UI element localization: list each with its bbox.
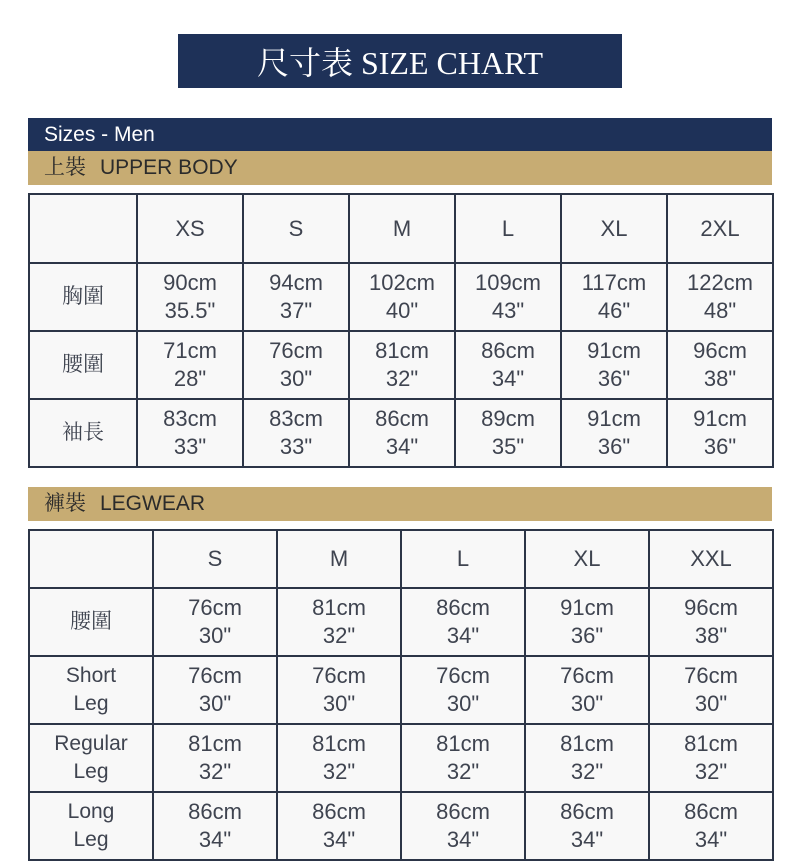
leg-value-cm: 81cm	[560, 731, 614, 756]
upper-measure-cell	[561, 399, 667, 467]
leg-value-cm: 76cm	[436, 663, 490, 688]
upper-value-inch: 40"	[385, 298, 419, 323]
upper-value-inch: 38"	[703, 366, 737, 391]
leg-row-label	[29, 724, 153, 792]
upper-measure-cell	[667, 399, 773, 467]
leg-value-inch: 34"	[694, 827, 728, 852]
upper-value-cm: 96cm	[693, 338, 747, 363]
leg-value-cm: 86cm	[188, 799, 242, 824]
leg-measure-row	[29, 792, 773, 860]
leg-measure-cell	[401, 588, 525, 656]
section-label: Sizes - Men	[44, 123, 155, 146]
leg-value-cm: 86cm	[684, 799, 738, 824]
upper-value-inch: 33"	[279, 434, 313, 459]
leg-value-inch: 32"	[322, 759, 356, 784]
leg-size-m: M	[277, 530, 401, 588]
upper-value-inch: 35"	[491, 434, 525, 459]
leg-measure-cell	[649, 588, 773, 656]
leg-value-cm: 81cm	[684, 731, 738, 756]
leg-row-label-line: Regular	[54, 732, 128, 755]
leg-row-label-line: Long	[67, 800, 115, 823]
leg-value-inch: 30"	[694, 691, 728, 716]
leg-measure-cell	[153, 588, 277, 656]
leg-measure-cell	[153, 656, 277, 724]
upper-measure-cell	[243, 263, 349, 331]
upper-value-cm: 91cm	[587, 338, 641, 363]
upper-size-s: S	[243, 194, 349, 263]
upper-measure-cell	[243, 331, 349, 399]
legwear-table	[28, 529, 774, 861]
leg-size-xxl: XXL	[649, 530, 773, 588]
leg-measure-cell	[525, 656, 649, 724]
upper-value-cm: 91cm	[587, 406, 641, 431]
leg-value-cm: 96cm	[684, 595, 738, 620]
legwear-label-en: LEGWEAR	[100, 492, 206, 515]
leg-measure-cell	[649, 792, 773, 860]
upper-value-cm: 86cm	[375, 406, 429, 431]
leg-row-label-line: Short	[65, 664, 117, 687]
upper-measure-row	[29, 331, 773, 399]
leg-value-cm: 81cm	[188, 731, 242, 756]
leg-measure-cell	[153, 792, 277, 860]
upper-row-label: 腰圍	[29, 331, 137, 399]
upper-value-cm: 109cm	[474, 270, 542, 295]
upper-measure-cell	[667, 331, 773, 399]
leg-value-inch: 34"	[322, 827, 356, 852]
upper-measure-cell	[137, 263, 243, 331]
leg-measure-cell	[277, 588, 401, 656]
leg-value-cm: 76cm	[188, 663, 242, 688]
leg-measure-cell	[401, 792, 525, 860]
leg-measure-cell	[649, 656, 773, 724]
leg-value-cm: 81cm	[436, 731, 490, 756]
upper-value-cm: 102cm	[368, 270, 436, 295]
upper-value-cm: 90cm	[163, 270, 217, 295]
leg-measure-row	[29, 724, 773, 792]
leg-corner-cell	[29, 530, 153, 588]
leg-value-cm: 76cm	[560, 663, 614, 688]
leg-row-label-line: Leg	[73, 760, 109, 783]
leg-measure-cell	[277, 656, 401, 724]
upper-corner-cell	[29, 194, 137, 263]
upper-row-label: 胸圍	[29, 263, 137, 331]
upper-measure-cell	[561, 263, 667, 331]
section-label-bar	[28, 118, 772, 151]
leg-value-inch: 32"	[322, 623, 356, 648]
leg-row-label-line: Leg	[73, 692, 109, 715]
leg-value-inch: 32"	[446, 759, 480, 784]
upper-value-inch: 36"	[703, 434, 737, 459]
upper-measure-cell	[667, 263, 773, 331]
legwear-label-zh: 褲裝	[44, 492, 86, 515]
upper-value-cm: 94cm	[269, 270, 323, 295]
leg-row-label-line: 腰圍	[70, 610, 112, 633]
upper-measure-cell	[137, 399, 243, 467]
leg-measure-cell	[401, 656, 525, 724]
upper-value-cm: 117cm	[581, 270, 647, 295]
leg-measure-cell	[525, 588, 649, 656]
leg-value-inch: 38"	[694, 623, 728, 648]
upper-value-inch: 37"	[279, 298, 313, 323]
upper-body-label-en: UPPER BODY	[100, 156, 238, 179]
upper-measure-cell	[455, 331, 561, 399]
leg-measure-cell	[525, 724, 649, 792]
leg-value-cm: 86cm	[436, 595, 490, 620]
upper-measure-row	[29, 263, 773, 331]
leg-value-cm: 76cm	[684, 663, 738, 688]
upper-value-cm: 71cm	[163, 338, 217, 363]
leg-measure-row	[29, 656, 773, 724]
chart-title-banner	[178, 34, 622, 88]
leg-value-cm: 86cm	[436, 799, 490, 824]
upper-value-inch: 28"	[173, 366, 207, 391]
upper-value-inch: 34"	[491, 366, 525, 391]
upper-value-cm: 89cm	[481, 406, 535, 431]
upper-size-2xl: 2XL	[667, 194, 773, 263]
leg-size-xl: XL	[525, 530, 649, 588]
upper-body-header	[28, 151, 772, 185]
upper-value-cm: 91cm	[693, 406, 747, 431]
leg-value-inch: 30"	[570, 691, 604, 716]
upper-value-inch: 35.5"	[164, 298, 216, 323]
leg-measure-cell	[277, 724, 401, 792]
upper-measure-cell	[243, 399, 349, 467]
leg-value-inch: 30"	[198, 691, 232, 716]
upper-size-m: M	[349, 194, 455, 263]
leg-row-label	[29, 656, 153, 724]
leg-size-s: S	[153, 530, 277, 588]
upper-measure-cell	[137, 331, 243, 399]
upper-measure-cell	[455, 263, 561, 331]
leg-value-inch: 34"	[198, 827, 232, 852]
leg-value-inch: 34"	[570, 827, 604, 852]
upper-value-inch: 33"	[173, 434, 207, 459]
upper-value-inch: 30"	[279, 366, 313, 391]
upper-body-table	[28, 193, 774, 468]
leg-value-cm: 86cm	[560, 799, 614, 824]
leg-value-inch: 30"	[198, 623, 232, 648]
upper-value-cm: 76cm	[269, 338, 323, 363]
leg-value-inch: 30"	[322, 691, 356, 716]
upper-size-xs: XS	[137, 194, 243, 263]
leg-measure-row	[29, 588, 773, 656]
upper-value-inch: 48"	[703, 298, 737, 323]
leg-measure-cell	[649, 724, 773, 792]
leg-value-inch: 32"	[570, 759, 604, 784]
leg-value-cm: 81cm	[312, 731, 366, 756]
upper-size-header-row	[29, 194, 773, 263]
upper-value-inch: 43"	[491, 298, 525, 323]
upper-measure-cell	[561, 331, 667, 399]
leg-value-inch: 36"	[570, 623, 604, 648]
upper-measure-cell	[455, 399, 561, 467]
upper-measure-cell	[349, 331, 455, 399]
upper-measure-cell	[349, 399, 455, 467]
upper-value-inch: 36"	[597, 366, 631, 391]
leg-measure-cell	[153, 724, 277, 792]
legwear-header	[28, 487, 772, 521]
leg-value-cm: 76cm	[188, 595, 242, 620]
leg-value-cm: 86cm	[312, 799, 366, 824]
leg-measure-cell	[401, 724, 525, 792]
leg-measure-cell	[525, 792, 649, 860]
leg-value-cm: 91cm	[560, 595, 614, 620]
leg-value-inch: 32"	[694, 759, 728, 784]
upper-value-cm: 83cm	[163, 406, 217, 431]
upper-value-inch: 34"	[385, 434, 419, 459]
leg-value-inch: 30"	[446, 691, 480, 716]
upper-size-l: L	[455, 194, 561, 263]
leg-row-label	[29, 588, 153, 656]
upper-measure-row	[29, 399, 773, 467]
upper-value-cm: 81cm	[375, 338, 429, 363]
leg-value-inch: 34"	[446, 623, 480, 648]
leg-row-label-line: Leg	[73, 828, 109, 851]
upper-value-cm: 86cm	[481, 338, 535, 363]
upper-measure-cell	[349, 263, 455, 331]
chart-title: 尺寸表 SIZE CHART	[256, 45, 544, 81]
upper-value-cm: 122cm	[686, 270, 754, 295]
leg-measure-cell	[277, 792, 401, 860]
leg-value-cm: 76cm	[312, 663, 366, 688]
upper-value-cm: 83cm	[269, 406, 323, 431]
upper-value-inch: 36"	[597, 434, 631, 459]
upper-value-inch: 32"	[385, 366, 419, 391]
leg-value-inch: 34"	[446, 827, 480, 852]
leg-row-label	[29, 792, 153, 860]
leg-size-header-row	[29, 530, 773, 588]
upper-body-label-zh: 上裝	[44, 156, 86, 179]
leg-value-cm: 81cm	[312, 595, 366, 620]
leg-size-l: L	[401, 530, 525, 588]
leg-value-inch: 32"	[198, 759, 232, 784]
upper-value-inch: 46"	[597, 298, 631, 323]
upper-row-label: 袖長	[29, 399, 137, 467]
upper-size-xl: XL	[561, 194, 667, 263]
